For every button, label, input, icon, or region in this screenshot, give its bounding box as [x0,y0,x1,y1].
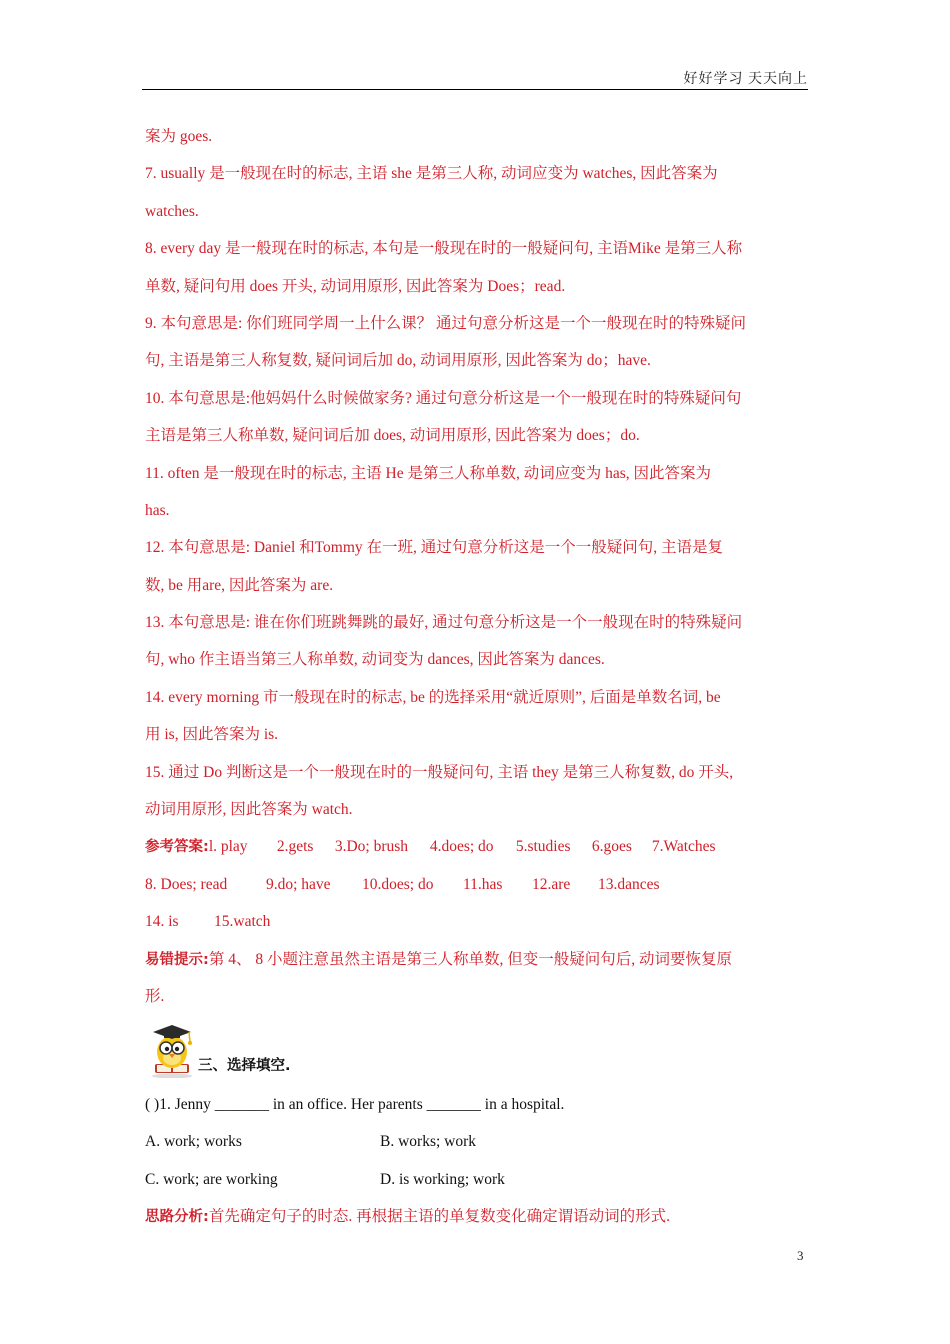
answer-item: 2.gets [276,838,314,856]
thinking-analysis [145,1198,805,1235]
answer-item: 10.does; do [362,875,434,893]
answer-item: 9.do; have [266,875,331,893]
answer-item: 12.are [532,875,571,893]
analysis-line: 动词用原形, 因此答案为 watch. [145,801,353,819]
analysis-line: 单数, 疑问句用 does 开头, 动词用原形, 因此答案为 Does；read. [145,277,566,295]
answer-item: 13.dances [598,875,660,893]
analysis-line: 主语是第三人称单数, 疑问词后加 does, 动词用原形, 因此答案为 does；do. [145,427,640,445]
answer-item: 5.studies [515,838,571,856]
answer-item: 14. is [145,913,179,931]
scholar-mascot-icon [145,1018,199,1078]
option-d: D. is working; work [380,1170,505,1188]
analysis-line: 用 is, 因此答案为 is. [145,726,279,744]
section-header [145,1016,805,1080]
error-hint-text: 第 4、 8 小题注意虽然主语是第三人称单数, 但变一般疑问句后, 动词要恢复原 [208,950,732,968]
analysis-line: 13. 本句意思是: 谁在你们班跳舞跳的最好, 通过句意分析这是一个一般现在时的特殊疑问 [145,614,743,632]
header-divider [142,89,808,90]
answer-item: 8. Does; read [145,875,228,893]
thinking-text: 首先确定句子的时态. 再根据主语的单复数变化确定谓语动词的形式. [208,1208,670,1226]
section-title: 三、选择填空. [198,1058,291,1074]
analysis-line: 8. every day 是一般现在时的标志, 本句是一般现在时的一般疑问句, 主语Mike 是第三人称 [145,240,743,258]
reference-answers-row-3 [145,903,805,940]
answer-analysis-block [145,118,805,1015]
reference-answers-row-2 [145,866,805,903]
reference-label: 参考答案: [145,839,209,856]
analysis-line: 14. every morning 市一般现在时的标志, be 的选择采用“就近原则”, 后面是单数名词, be [145,688,721,706]
option-b: B. works; work [380,1133,477,1151]
analysis-line: 句, 主语是第三人称复数, 疑问词后加 do, 动词用原形, 因此答案为 do；have. [145,352,651,370]
error-hint-line-1 [145,941,805,978]
question-block [145,1086,805,1236]
analysis-line: 15. 通过 Do 判断这是一个一般现在时的一般疑问句, 主语 they 是第三人称复数, do 开头, [145,763,734,781]
page-number: 3 [797,1248,804,1263]
analysis-line: watches. [145,202,199,220]
page-header-text: 好好学习 天天向上 [683,72,808,87]
error-hint-line-2: 形. [145,987,165,1005]
answer-item: 6.goes [591,838,632,856]
analysis-line: 句, who 作主语当第三人称单数, 动词变为 dances, 因此答案为 dances. [145,651,605,669]
analysis-lines [145,118,805,828]
answer-item: 4.does; do [429,838,494,856]
analysis-line: 数, be 用are, 因此答案为 are. [145,576,334,594]
analysis-line: has. [145,501,170,519]
answer-item: 15.watch [214,913,271,931]
options-row-2 [145,1161,805,1198]
analysis-line: 7. usually 是一般现在时的标志, 主语 she 是第三人称, 动词应变为 watches, 因此答案为 [145,165,718,183]
analysis-line: 9. 本句意思是: 你们班同学周一上什么课？ 通过句意分析这是一个一般现在时的特殊疑问 [145,314,747,332]
question-stem: ( )1. Jenny _______ in an office. Her parents _______ in a hospital. [145,1096,565,1113]
analysis-line: 12. 本句意思是: Daniel 和Tommy 在一班, 通过句意分析这是一个一般疑问句, 主语是复 [145,539,723,557]
answer-item: l. play [208,838,248,856]
analysis-line: 11. often 是一般现在时的标志, 主语 He 是第三人称单数, 动词应变为 has, 因此答案为 [145,464,712,482]
analysis-line: 案为 goes. [145,128,213,145]
thinking-label: 思路分析: [145,1209,209,1226]
option-c: C. work; are working [145,1170,278,1188]
analysis-line: 10. 本句意思是:他妈妈什么时候做家务? 通过句意分析这是一个一般现在时的特殊疑问句 [145,389,742,407]
option-a: A. work; works [145,1133,242,1151]
answer-item: 7.Watches [651,838,716,856]
error-hint-label: 易错提示: [145,951,209,968]
reference-answers-row-1 [145,828,805,865]
answer-item: 11.has [463,875,503,893]
answer-item: 3.Do; brush [334,838,409,856]
options-row-1 [145,1123,805,1160]
